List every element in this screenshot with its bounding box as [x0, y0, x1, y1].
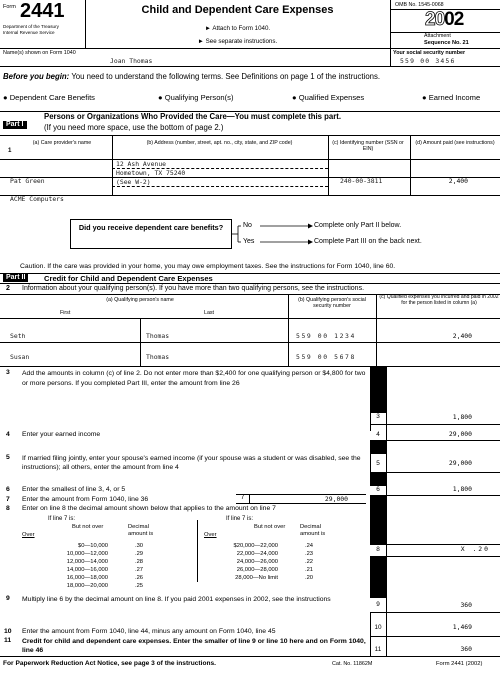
form-footer: Form 2441 (2002): [436, 661, 483, 667]
before-you-begin: Before you begin: You need to understand the following terms. See Definitions on page 1 of the instructions.: [3, 72, 381, 81]
taxpayer-name[interactable]: Joan Thomas: [110, 57, 153, 65]
attachment-label: Attachment: [424, 33, 451, 39]
decimal-row: $20,000—22,000 .24: [233, 542, 314, 549]
decimal-row: 10,000—12,000 .29: [66, 550, 144, 557]
line2-text: Information about your qualifying person(s). If you have more than two qualifying persons, see the instructions.: [22, 285, 365, 292]
part1-title: Persons or Organizations Who Provided the Care—You must complete this part.: [44, 112, 342, 121]
line9-text: Multiply line 6 by the decimal amount on line 8. If you paid 2001 expenses in 2002, see the instructions: [22, 596, 331, 603]
line3-amount[interactable]: 1,800: [452, 413, 472, 421]
part1-label: Part I: [3, 121, 27, 129]
person-1-last[interactable]: Thomas: [146, 332, 170, 340]
decimal-row: 18,000—20,000 .25: [66, 583, 144, 590]
form-number: 2441: [20, 0, 65, 22]
provider-1-address-2[interactable]: Hometown, TX 75240: [116, 169, 186, 177]
term-earned-income: ● Earned Income: [422, 93, 481, 102]
line10-text: Enter the amount from Form 1040, line 44, minus any amount on Form 1040, line 45: [22, 628, 276, 635]
person-2-last[interactable]: Thomas: [146, 353, 170, 361]
decimal-row: 22,000—24,000 .23: [236, 550, 314, 557]
ssn-label: Your social security number: [393, 50, 466, 56]
answer-no[interactable]: No: [243, 222, 252, 229]
person-1-ssn[interactable]: 559 00 1234: [296, 332, 356, 340]
last-label: Last: [204, 310, 215, 316]
col-c-header: (c) Identifying number (SSN or EIN): [332, 140, 404, 153]
provider-1-id[interactable]: 240-00-3811: [340, 177, 383, 185]
irs-label: Internal Revenue Service: [3, 30, 55, 35]
qp-col-c: (c) Qualified expenses you incurred and paid in 2002 for the person listed in column (a): [379, 294, 499, 306]
line10-amount[interactable]: 1,469: [452, 623, 472, 631]
part2-title: Credit for Child and Dependent Care Expenses: [44, 274, 213, 283]
decimal-row: 24,000—26,000 .22: [236, 558, 314, 565]
line6-amount[interactable]: 1,800: [452, 485, 472, 493]
line7-text: Enter the amount from Form 1040, line 36: [22, 496, 149, 503]
decimal-table-right: [208, 541, 338, 582]
line4-amount[interactable]: 29,000: [448, 430, 472, 438]
term-qualified-expenses: ● Qualified Expenses: [292, 93, 365, 102]
attach-note: ► Attach to Form 1040.: [204, 25, 271, 32]
tax-year: 2002: [425, 9, 464, 30]
line9-amount[interactable]: 360: [460, 601, 472, 609]
line2-number: 2: [6, 285, 10, 292]
qp-col-a: (a) Qualifying person's name: [106, 297, 174, 303]
decimal-row: 14,000—16,000 .27: [66, 567, 144, 574]
decimal-row: 26,000—28,000 .21: [236, 567, 314, 574]
paperwork-notice: For Paperwork Reduction Act Notice, see page 3 of the instructions.: [3, 660, 216, 667]
provider-1-address-1[interactable]: 12 Ash Avenue: [116, 160, 167, 168]
term-qualifying-persons: ● Qualifying Person(s): [158, 93, 234, 102]
decimal-table-left: [36, 541, 168, 590]
form-page: Form 2441 Department of the Treasury Internal Revenue Service Child and Dependent Care Expenses ► Attach to Form 1040. ► See separate instructions. OMB No. 1545-0068 2002 Attachment Sequence No. 21 Name(s) shown on Form 1040 Joan Thomas Your social security number 559 00 3456 Before you begin: You need to understand the following terms. See Definitions on page 1 of the instructions. ● Dependent Care Benefits ● Qualifying Person(s) ● Qualified Expenses ● Earned Income Part I Persons or Organizations Who Provided the Care—You must complete this part. (If you need more space, use the bottom of page 2.) 1 (a) Care provider's name (b) Address (number, street, apt. no., city, state, and ZIP code) (c) Identifying number (SSN or EIN) (d) Amount paid (see instructions) Pat Green 12 Ash Avenue Hometown, TX 75240 240-00-3811 2,400 ACME Computers (See W-2) Did you receive dependent care benefits? No Yes Complete only Part II below. Complete Part III on the back next. Caution. If the care was provided in your home, you may owe employment taxes. See the instructions for Form 1040, line 60. Part II Credit for Child and Dependent Care Expenses 2 Information about your qualifying person(s). If you have more than two qualifying persons, see the instructions. (a) Qualifying person's name First Last (b) Qualifying person's social security number (c) Qualified expenses you incurred and paid in 2002 for the person listed in column (a) Seth Thomas 559 00 1234 2,400 Susan Thomas 559 00 5678 3 Add the amounts in column (c) of line 2. Do not enter more than $2,400 for one qualifying person or $4,800 for two or more persons. If you completed Part III, enter the amount from line 26 3 1,800 4 Enter your earned income 4 29,000 5 If married filing jointly, enter your spouse's earned income (if your spouse was a student or was disabled, see the instructions); all others, enter the amount from line 4 5 29,000 6 Enter the smallest of line 3, 4, or 5 6 1,800 7 Enter the amount from Form 1040, line 36 7 29,000 8 Enter on line 8 the decimal amount shown below that applies to the amount on line 7 If line 7 is: But not over Over Decimal amount is $0—10,000 .30 10,000—12,000 .29 12,000—14,000 .28 14,000—16,000 .27 16,000—18,000 .26 18,000—20,000 .25 If line 7 is: But not over Over Decimal amount is $20,000—22,000 .24 22,000—24,000 .23 24,000—26,000 .22 26,000—28,000 .21 28,000—No limit .20 8 X .20 9 Multiply line 6 by the decimal amount on line 8. If you paid 2001 expenses in 2002, see the instructions 9 360 10 Enter the amount from Form 1040, line 44, minus any amount on Form 1040, line 45 10 1,469 11 Credit for child and dependent care expenses. Enter the smaller of line 9 or line 10 here and on Form 1040, line 46 11 360 For Paperwork Reduction Act Notice, see page 3 of the instructions. Cat. No. 11862M Form 2441 (2002): [0, 0, 500, 674]
provider-1-name[interactable]: Pat Green: [10, 177, 45, 185]
omb-number: OMB No. 1545-0068: [395, 2, 444, 8]
yes-action: Complete Part III on the back next.: [314, 238, 422, 245]
first-label: First: [60, 310, 71, 316]
benefits-question: Did you receive dependent care benefits?: [70, 219, 232, 249]
col-b-header: (b) Address (number, street, apt. no., city, state, and ZIP code): [146, 140, 293, 146]
form-title: Child and Dependent Care Expenses: [141, 4, 334, 16]
decimal-row: $0—10,000 .30: [78, 542, 144, 549]
part1-subtitle: (If you need more space, use the bottom of page 2.): [44, 123, 224, 132]
provider-1-amount[interactable]: 2,400: [448, 177, 468, 185]
line11-text: Credit for child and dependent care expenses. Enter the smaller of line 9 or line 10 here and on Form 1040, line 46: [22, 638, 366, 654]
part2-label: Part II: [3, 274, 28, 282]
person-2-ssn[interactable]: 559 00 5678: [296, 353, 356, 361]
instructions-note: ► See separate instructions.: [197, 38, 278, 45]
provider-2-address-1[interactable]: (See W-2): [116, 178, 151, 186]
sequence-number: Sequence No. 21: [424, 40, 469, 46]
if-line7-left: If line 7 is:: [48, 516, 76, 522]
line4-text: Enter your earned income: [22, 431, 101, 438]
answer-yes[interactable]: Yes: [243, 238, 255, 245]
line3-text: Add the amounts in column (c) of line 2. Do not enter more than $2,400 for one qualifying person or $4,800 for two or more persons. If you completed Part III, enter the amount from line 26: [22, 370, 366, 387]
form-label: Form: [3, 4, 16, 10]
decimal-row: 16,000—18,000 .26: [66, 575, 144, 582]
line1-number: 1: [8, 147, 12, 154]
dept-label: Department of the Treasury: [3, 24, 59, 29]
name-label: Name(s) shown on Form 1040: [3, 50, 76, 56]
line11-amount[interactable]: 360: [460, 645, 472, 653]
term-dependent-care: ● Dependent Care Benefits: [3, 93, 95, 102]
col-a-header: (a) Care provider's name: [32, 140, 92, 146]
line6-text: Enter the smallest of line 3, 4, or 5: [22, 486, 126, 493]
line7-amount[interactable]: 29,000: [324, 495, 348, 503]
decimal-row: 12,000—14,000 .28: [66, 558, 144, 565]
col-d-header: (d) Amount paid (see instructions): [415, 140, 495, 146]
line5-text: If married filing jointly, enter your spouse's earned income (if your spouse was a student or was disabled, see the instructions); all others, enter the amount from line 4: [22, 455, 361, 471]
catalog-number: Cat. No. 11862M: [332, 661, 373, 667]
line5-amount[interactable]: 29,000: [448, 459, 472, 467]
person-1-amount[interactable]: 2,400: [452, 332, 472, 340]
caution-note: Caution. If the care was provided in your home, you may owe employment taxes. See the instructions for Form 1040, line 60.: [20, 263, 396, 270]
person-1-first[interactable]: Seth: [10, 332, 26, 340]
person-2-first[interactable]: Susan: [10, 353, 30, 361]
taxpayer-ssn[interactable]: 559 00 3456: [400, 57, 456, 65]
no-action: Complete only Part II below.: [314, 222, 402, 229]
line8-text: Enter on line 8 the decimal amount shown below that applies to the amount on line 7: [22, 505, 276, 512]
provider-2-name[interactable]: ACME Computers: [10, 195, 64, 203]
decimal-row: 28,000—No limit .20: [235, 575, 314, 582]
qp-col-b: (b) Qualifying person's social security number: [298, 297, 366, 310]
line8-amount[interactable]: X .20: [460, 545, 490, 553]
if-line7-right: If line 7 is:: [226, 516, 254, 522]
